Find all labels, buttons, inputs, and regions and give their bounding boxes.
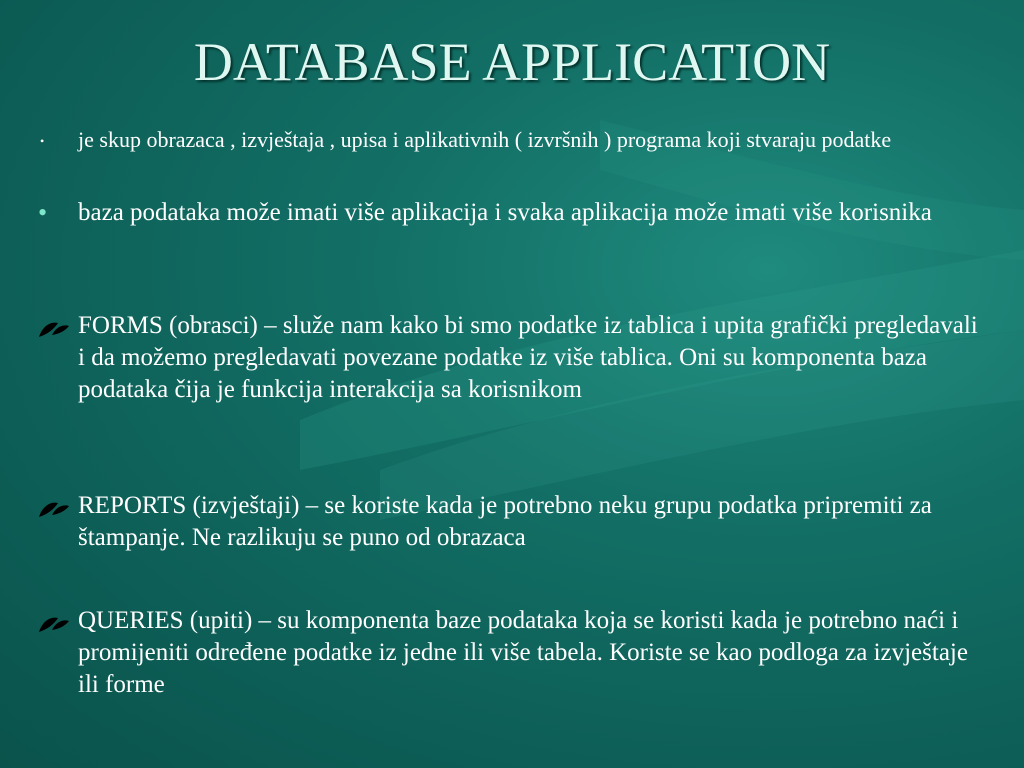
slide-title: DATABASE APPLICATION — [193, 32, 831, 92]
leaf-icon — [36, 612, 72, 634]
leaf-icon — [36, 497, 72, 519]
list-item: QUERIES (upiti) – su komponenta baze podataka koja se koristi kada je potrebno naći i promijeniti određene podatke iz jedne ili više tabela. Koriste se kao podloga za izvještaje ili forme — [78, 607, 968, 698]
list-item: FORMS (obrasci) – služe nam kako bi smo podatke iz tablica i upita grafički pregledavali i da možemo pregledavati povezane podatke iz više tablica. Oni su komponenta baza podataka čija je funkcija interakcija sa korisnikom — [78, 312, 978, 403]
list-item: je skup obrazaca , izvještaja , upisa i aplikativnih ( izvršnih ) programa koji stvaraju podatke — [78, 127, 892, 152]
leaf-icon — [36, 317, 72, 339]
list-item: baza podataka može imati više aplikacija i svaka aplikacija može imati više korisnika — [78, 199, 932, 226]
small-dot-icon: • — [40, 134, 45, 148]
list-item: REPORTS (izvještaji) – se koriste kada je potrebno neku grupu podatka pripremiti za štampanje. Ne razlikuju se puno od obrazaca — [78, 492, 932, 551]
round-dot-icon: • — [38, 198, 48, 227]
